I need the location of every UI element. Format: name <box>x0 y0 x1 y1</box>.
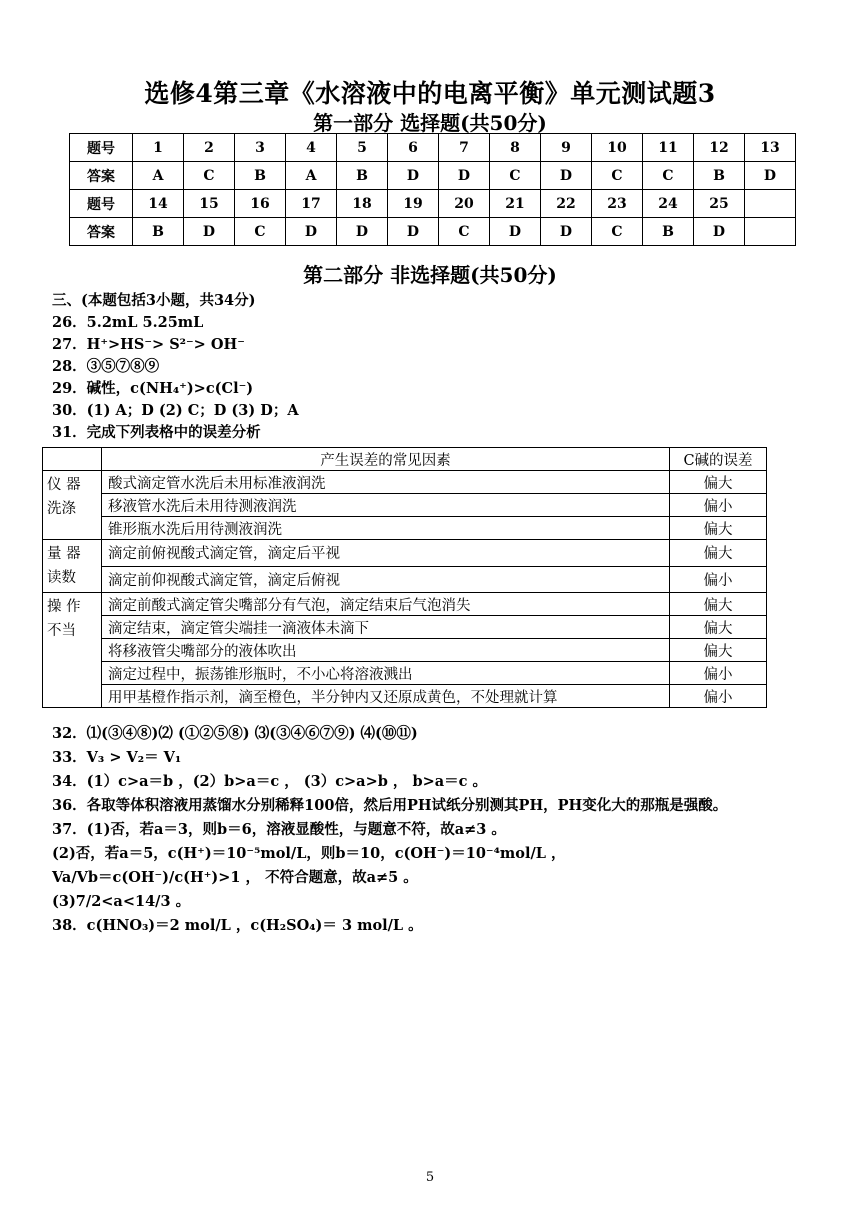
category-cell: 量 器 读数 <box>43 540 102 593</box>
table-row <box>43 662 767 685</box>
answer-cell <box>745 190 796 218</box>
answer-cell: 20 <box>439 190 490 218</box>
error-cell: 偏小 <box>670 662 767 685</box>
answer-cell: B <box>694 162 745 190</box>
row-label: 题号 <box>70 190 133 218</box>
answer-cell: 24 <box>643 190 694 218</box>
answer-cell: 15 <box>184 190 235 218</box>
answer-cell: 2 <box>184 134 235 162</box>
answer-table-question-row <box>70 134 796 162</box>
answer-lines-2 <box>52 722 822 938</box>
row-label: 题号 <box>70 134 133 162</box>
answer-cell: 16 <box>235 190 286 218</box>
factor-cell: 滴定前俯视酸式滴定管，滴定后平视 <box>102 540 670 567</box>
table-row <box>43 566 767 593</box>
answer-cell: D <box>286 218 337 246</box>
factor-cell: 移液管水洗后未用待测液润洗 <box>102 494 670 517</box>
page-number: 5 <box>425 1170 435 1185</box>
answer-cell: 5 <box>337 134 388 162</box>
table-row <box>43 616 767 639</box>
answer-cell: 8 <box>490 134 541 162</box>
answer-line: 28．③⑤⑦⑧⑨ <box>52 358 160 375</box>
table-row <box>43 471 767 494</box>
answer-cell: D <box>439 162 490 190</box>
answer-cell: 21 <box>490 190 541 218</box>
answer-cell: C <box>235 218 286 246</box>
answer-cell: D <box>490 218 541 246</box>
answer-cell: 7 <box>439 134 490 162</box>
answer-cell: 3 <box>235 134 286 162</box>
answer-cell: C <box>439 218 490 246</box>
answer-line: 36．各取等体积溶液用蒸馏水分别稀释100倍，然后用PH试纸分别测其PH，PH变化大的那瓶是强酸。 <box>52 797 728 814</box>
answer-table-answer-row <box>70 218 796 246</box>
answer-cell: C <box>643 162 694 190</box>
answer-cell: 18 <box>337 190 388 218</box>
table-row <box>43 685 767 708</box>
error-cell: 偏小 <box>670 494 767 517</box>
factor-cell: 酸式滴定管水洗后未用标准液润洗 <box>102 471 670 494</box>
part1-heading: 第一部分 选择题(共50分) <box>313 111 547 135</box>
answer-table-answer-row <box>70 162 796 190</box>
answer-line: 38．c(HNO₃)＝2 mol/L ，c(H₂SO₄)＝ 3 mol/L 。 <box>52 917 423 934</box>
answer-cell: C <box>592 218 643 246</box>
factor-cell: 滴定前仰视酸式滴定管，滴定后俯视 <box>102 566 670 593</box>
table-row <box>43 540 767 567</box>
category-cell: 仪 器 洗涤 <box>43 471 102 540</box>
answer-line: (3)7/2<a<14/3 。 <box>52 893 191 910</box>
answer-cell: 23 <box>592 190 643 218</box>
answer-table-question-row <box>70 190 796 218</box>
answer-cell: 9 <box>541 134 592 162</box>
answer-cell: 1 <box>133 134 184 162</box>
row-label: 答案 <box>70 218 133 246</box>
answer-cell: C <box>184 162 235 190</box>
factor-cell: 滴定过程中，振荡锥形瓶时，不小心将溶液溅出 <box>102 662 670 685</box>
answer-cell <box>745 218 796 246</box>
answer-cell: D <box>388 218 439 246</box>
answer-cell: 22 <box>541 190 592 218</box>
answer-cell: 12 <box>694 134 745 162</box>
category-cell: 操 作 不当 <box>43 593 102 708</box>
answer-cell: 19 <box>388 190 439 218</box>
table-row <box>43 517 767 540</box>
factor-cell: 将移液管尖嘴部分的液体吹出 <box>102 639 670 662</box>
factor-cell: 锥形瓶水洗后用待测液润洗 <box>102 517 670 540</box>
answer-cell: 14 <box>133 190 184 218</box>
error-cell: 偏大 <box>670 471 767 494</box>
answer-cell: 6 <box>388 134 439 162</box>
error-cell: 偏大 <box>670 593 767 616</box>
answer-cell: C <box>490 162 541 190</box>
factor-cell: 用甲基橙作指示剂，滴至橙色，半分钟内又还原成黄色，不处理就计算 <box>102 685 670 708</box>
answer-cell: D <box>184 218 235 246</box>
answer-line: 32．⑴(③④⑧)⑵ (①②⑤⑧) ⑶(③④⑥⑦⑨) ⑷(⑩⑪) <box>52 725 418 742</box>
header-factor: 产生误差的常见因素 <box>102 448 670 471</box>
error-cell: 偏小 <box>670 685 767 708</box>
error-analysis-table <box>42 447 767 708</box>
error-cell: 偏小 <box>670 566 767 593</box>
answer-cell: 25 <box>694 190 745 218</box>
answer-cell: D <box>694 218 745 246</box>
answer-line: 30．(1) A；D (2) C；D (3) D；A <box>52 402 299 419</box>
answer-line: 31．完成下列表格中的误差分析 <box>52 424 261 441</box>
error-cell: 偏大 <box>670 517 767 540</box>
answer-cell: A <box>133 162 184 190</box>
table-row <box>43 494 767 517</box>
answer-line: 26．5.2mL 5.25mL <box>52 314 204 331</box>
answer-line: 33．V₃ > V₂＝ V₁ <box>52 749 182 766</box>
answer-cell: D <box>541 162 592 190</box>
answer-cell: 4 <box>286 134 337 162</box>
answer-line: Va/Vb＝c(OH⁻)/c(H⁺)>1 ， 不符合题意，故a≠5 。 <box>52 869 418 886</box>
answer-cell: 10 <box>592 134 643 162</box>
answer-cell: 11 <box>643 134 694 162</box>
answer-cell: D <box>745 162 796 190</box>
error-cell: 偏大 <box>670 540 767 567</box>
error-cell: 偏大 <box>670 616 767 639</box>
answer-cell: A <box>286 162 337 190</box>
page-title: 选修4第三章《水溶液中的电离平衡》单元测试题3 <box>144 79 716 108</box>
answer-cell: B <box>235 162 286 190</box>
header-error: C碱的误差 <box>670 448 767 471</box>
answer-cell: D <box>541 218 592 246</box>
row-label: 答案 <box>70 162 133 190</box>
factor-cell: 滴定前酸式滴定管尖嘴部分有气泡，滴定结束后气泡消失 <box>102 593 670 616</box>
answer-line: 37．(1)否，若a＝3，则b＝6，溶液显酸性，与题意不符，故a≠3 。 <box>52 821 506 838</box>
answer-cell: D <box>337 218 388 246</box>
answer-cell: B <box>337 162 388 190</box>
answer-cell: D <box>388 162 439 190</box>
answer-cell: 17 <box>286 190 337 218</box>
table-row <box>43 639 767 662</box>
answer-table <box>69 133 796 246</box>
answer-line: (2)否，若a＝5，c(H⁺)＝10⁻⁵mol/L，则b＝10，c(OH⁻)＝10⁻⁴mol/L ， <box>52 845 566 862</box>
answer-line: 29．碱性，c(NH₄⁺)>c(Cl⁻) <box>52 380 254 397</box>
answer-lines-1 <box>52 290 822 444</box>
answer-cell: B <box>133 218 184 246</box>
corner-cell <box>43 448 102 471</box>
error-cell: 偏大 <box>670 639 767 662</box>
part2-heading: 第二部分 非选择题(共50分) <box>303 263 557 287</box>
table-row <box>43 593 767 616</box>
factor-cell: 滴定结束，滴定管尖端挂一滴液体未滴下 <box>102 616 670 639</box>
answer-line: 27．H⁺>HS⁻> S²⁻> OH⁻ <box>52 336 245 353</box>
answer-line: 34．(1）c>a＝b ，(2）b>a＝c ， (3）c>a>b ， b>a＝c 。 <box>52 773 488 790</box>
answer-cell: 13 <box>745 134 796 162</box>
answer-line: 三、(本题包括3小题，共34分) <box>52 292 256 309</box>
answer-cell: C <box>592 162 643 190</box>
answer-cell: B <box>643 218 694 246</box>
